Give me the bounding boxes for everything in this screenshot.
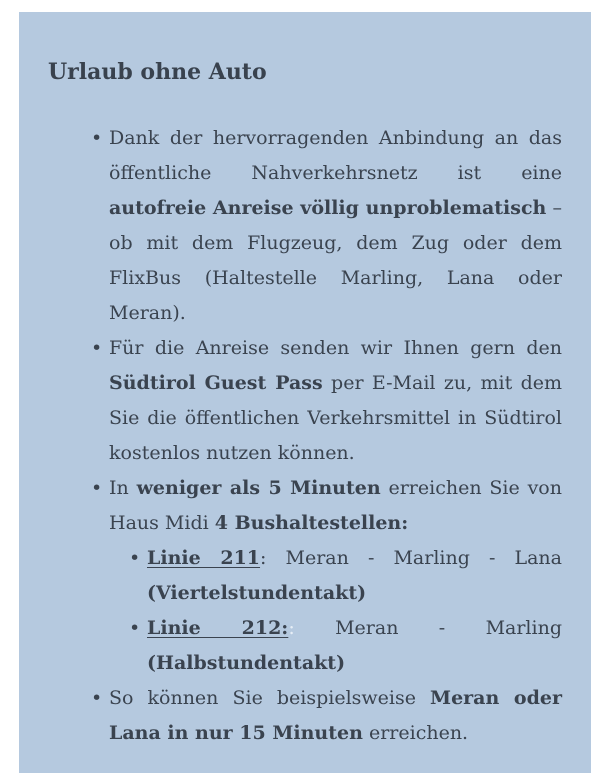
text-segment: So können Sie beispielsweise [109, 687, 431, 709]
text-segment: – ob mit dem Flugzeug, dem Zug oder dem FlixBus (Haltestelle Marling, Lana oder Meran). [109, 197, 563, 324]
list-item-guest-pass [109, 331, 562, 471]
text-segment-bold: 4 Bushaltestellen: [214, 512, 409, 534]
bus-lines-list [109, 541, 562, 681]
text-segment-ghost: : [288, 617, 295, 639]
text-segment: erreichen Sie von Haus Midi [109, 477, 562, 534]
list-item-erreichbarkeit [109, 681, 562, 751]
text-segment: erreichen. [362, 722, 469, 744]
text-segment: Meran - Marling [294, 617, 562, 639]
bus-line-name: Linie 211 [147, 547, 261, 569]
urlaub-ohne-auto-panel [19, 12, 591, 773]
text-segment-bold: (Viertelstundentakt) [147, 582, 367, 604]
text-segment: Für die Anreise senden wir Ihnen gern den [109, 337, 562, 359]
text-segment: : Meran - Marling - Lana [260, 547, 562, 569]
text-segment: In [109, 477, 137, 499]
list-item-linie-212 [147, 611, 562, 681]
bullet-list [48, 121, 562, 751]
list-item-bushaltestellen [109, 471, 562, 681]
text-segment-bold: weniger als 5 Minuten [136, 477, 381, 499]
panel-title: Urlaub ohne Auto [48, 59, 267, 85]
text-segment-bold: Meran oder Lana in nur 15 Minuten [109, 687, 562, 744]
bus-line-name: Linie 212: [147, 617, 289, 639]
text-segment: per E-Mail zu, mit dem Sie die öffentlichen Verkehrsmittel in Südtirol kostenlos nutzen können. [109, 372, 563, 464]
list-item-linie-211 [147, 541, 562, 611]
text-segment-bold: autofreie Anreise völlig unproblematisch [109, 197, 547, 219]
text-segment: Dank der hervorragenden Anbindung an das öffentliche Nahverkehrsnetz ist eine [109, 127, 562, 184]
list-item-anreise-anbindung [109, 121, 562, 331]
text-segment-bold: Südtirol Guest Pass [109, 372, 323, 394]
text-segment-bold: (Halbstundentakt) [147, 652, 346, 674]
